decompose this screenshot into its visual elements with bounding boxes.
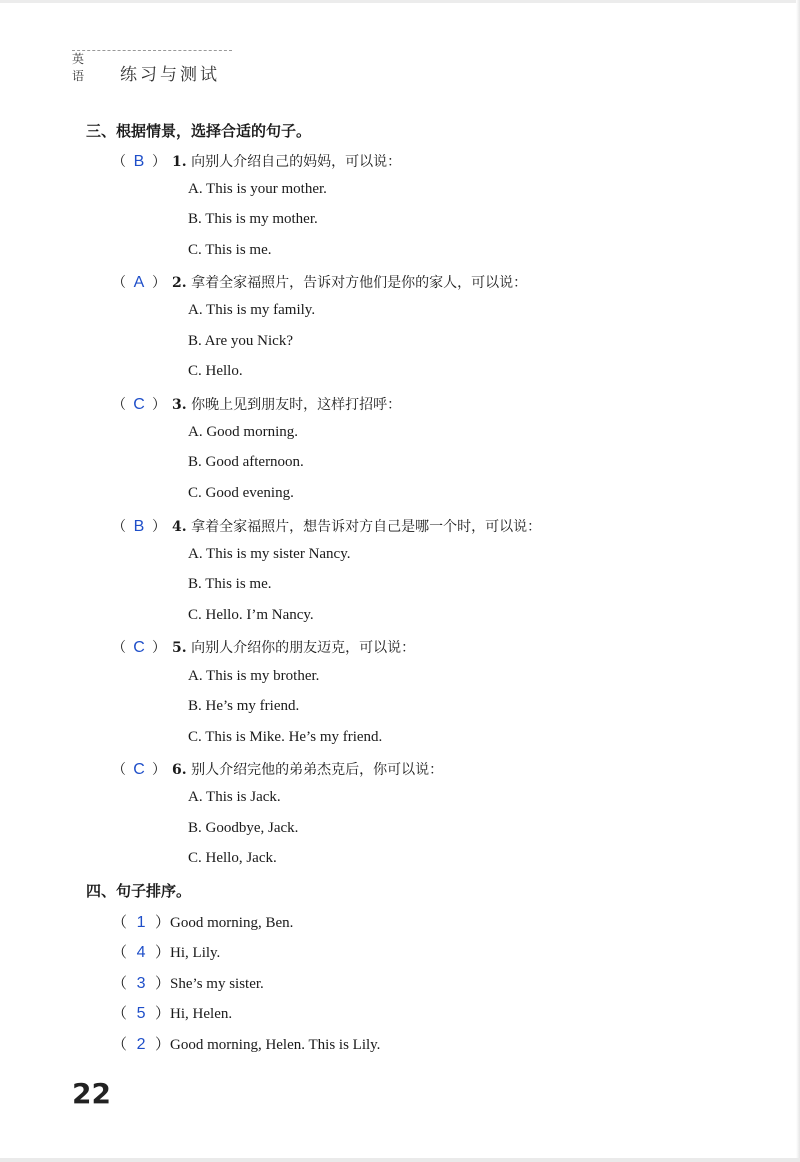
answer-6: C (133, 761, 145, 778)
section-4-title: 四、句子排序。 (86, 882, 192, 900)
question-number: 4. (172, 519, 187, 535)
question-prompt: 别人介绍完他的弟弟杰克后，你可以说： (191, 762, 444, 778)
question-5: （ C ） 5. 向别人介绍你的朋友迈克，可以说： (112, 639, 416, 656)
question-number: 2. (172, 275, 187, 291)
option-3c: C. Good evening. (188, 485, 294, 501)
question-prompt: 向别人介绍你的朋友迈克，可以说： (191, 640, 416, 656)
order-item-1: （ 1 ）Good morning, Ben. (112, 914, 294, 931)
header-dashed-rule (72, 50, 232, 51)
question-prompt: 拿着全家福照片，想告诉对方自己是哪一个时，可以说： (191, 519, 542, 535)
option-5a: A. This is my brother. (188, 668, 320, 684)
order-item-5: （ 2 ）Good morning, Helen. This is Lily. (112, 1036, 381, 1053)
option-5b: B. He’s my friend. (188, 698, 300, 714)
option-1b: B. This is my mother. (188, 211, 318, 227)
answer-1: B (133, 153, 145, 170)
question-number: 1. (172, 154, 187, 170)
question-number: 3. (172, 397, 187, 413)
option-2c: C. Hello. (188, 363, 243, 379)
question-prompt: 你晚上见到朋友时，这样打招呼： (191, 397, 402, 413)
order-item-3: （ 3 ）She’s my sister. (112, 975, 264, 992)
order-answer: 2 (136, 1036, 146, 1053)
order-answer: 3 (136, 975, 146, 992)
order-sentence: Hi, Lily. (170, 945, 221, 961)
question-6: （ C ） 6. 别人介绍完他的弟弟杰克后，你可以说： (112, 761, 444, 778)
section-3-title: 三、根据情景，选择合适的句子。 (86, 122, 312, 140)
question-4: （ B ） 4. 拿着全家福照片，想告诉对方自己是哪一个时，可以说： (112, 518, 542, 535)
question-prompt: 拿着全家福照片，告诉对方他们是你的家人，可以说： (191, 275, 528, 291)
question-1: （ B ） 1. 向别人介绍自己的妈妈，可以说： (112, 153, 402, 170)
answer-3: C (133, 396, 145, 413)
option-1c: C. This is me. (188, 242, 272, 258)
page-bottom-edge (0, 1158, 800, 1162)
option-3a: A. Good morning. (188, 424, 298, 440)
question-2: （ A ） 2. 拿着全家福照片，告诉对方他们是你的家人，可以说： (112, 274, 528, 291)
option-4c: C. Hello. I’m Nancy. (188, 607, 314, 623)
page-number: 22 (72, 1077, 111, 1110)
option-4a: A. This is my sister Nancy. (188, 546, 351, 562)
question-3: （ C ） 3. 你晚上见到朋友时，这样打招呼： (112, 396, 402, 413)
option-6c: C. Hello, Jack. (188, 850, 277, 866)
page-top-edge (0, 0, 800, 3)
option-2a: A. This is my family. (188, 302, 316, 318)
subject-tag: 英语 (72, 52, 86, 83)
answer-5: C (133, 639, 145, 656)
option-6a: A. This is Jack. (188, 789, 281, 805)
answer-4: B (133, 518, 145, 535)
order-item-4: （ 5 ）Hi, Helen. (112, 1005, 233, 1022)
option-6b: B. Goodbye, Jack. (188, 820, 299, 836)
order-answer: 5 (136, 1005, 146, 1022)
order-answer: 4 (136, 944, 146, 961)
option-3b: B. Good afternoon. (188, 454, 304, 470)
order-sentence: Good morning, Helen. This is Lily. (170, 1037, 381, 1053)
option-2b: B. Are you Nick? (188, 333, 293, 349)
order-sentence: Good morning, Ben. (170, 915, 294, 931)
book-title: 练习与测试 (120, 65, 220, 85)
order-answer: 1 (136, 914, 146, 931)
order-sentence: She’s my sister. (170, 976, 264, 992)
option-4b: B. This is me. (188, 576, 272, 592)
question-number: 5. (172, 640, 187, 656)
page-right-edge (796, 0, 800, 1162)
option-1a: A. This is your mother. (188, 181, 327, 197)
question-number: 6. (172, 762, 187, 778)
option-5c: C. This is Mike. He’s my friend. (188, 729, 383, 745)
question-prompt: 向别人介绍自己的妈妈，可以说： (191, 154, 402, 170)
order-item-2: （ 4 ）Hi, Lily. (112, 944, 221, 961)
order-sentence: Hi, Helen. (170, 1006, 233, 1022)
answer-2: A (133, 274, 145, 291)
